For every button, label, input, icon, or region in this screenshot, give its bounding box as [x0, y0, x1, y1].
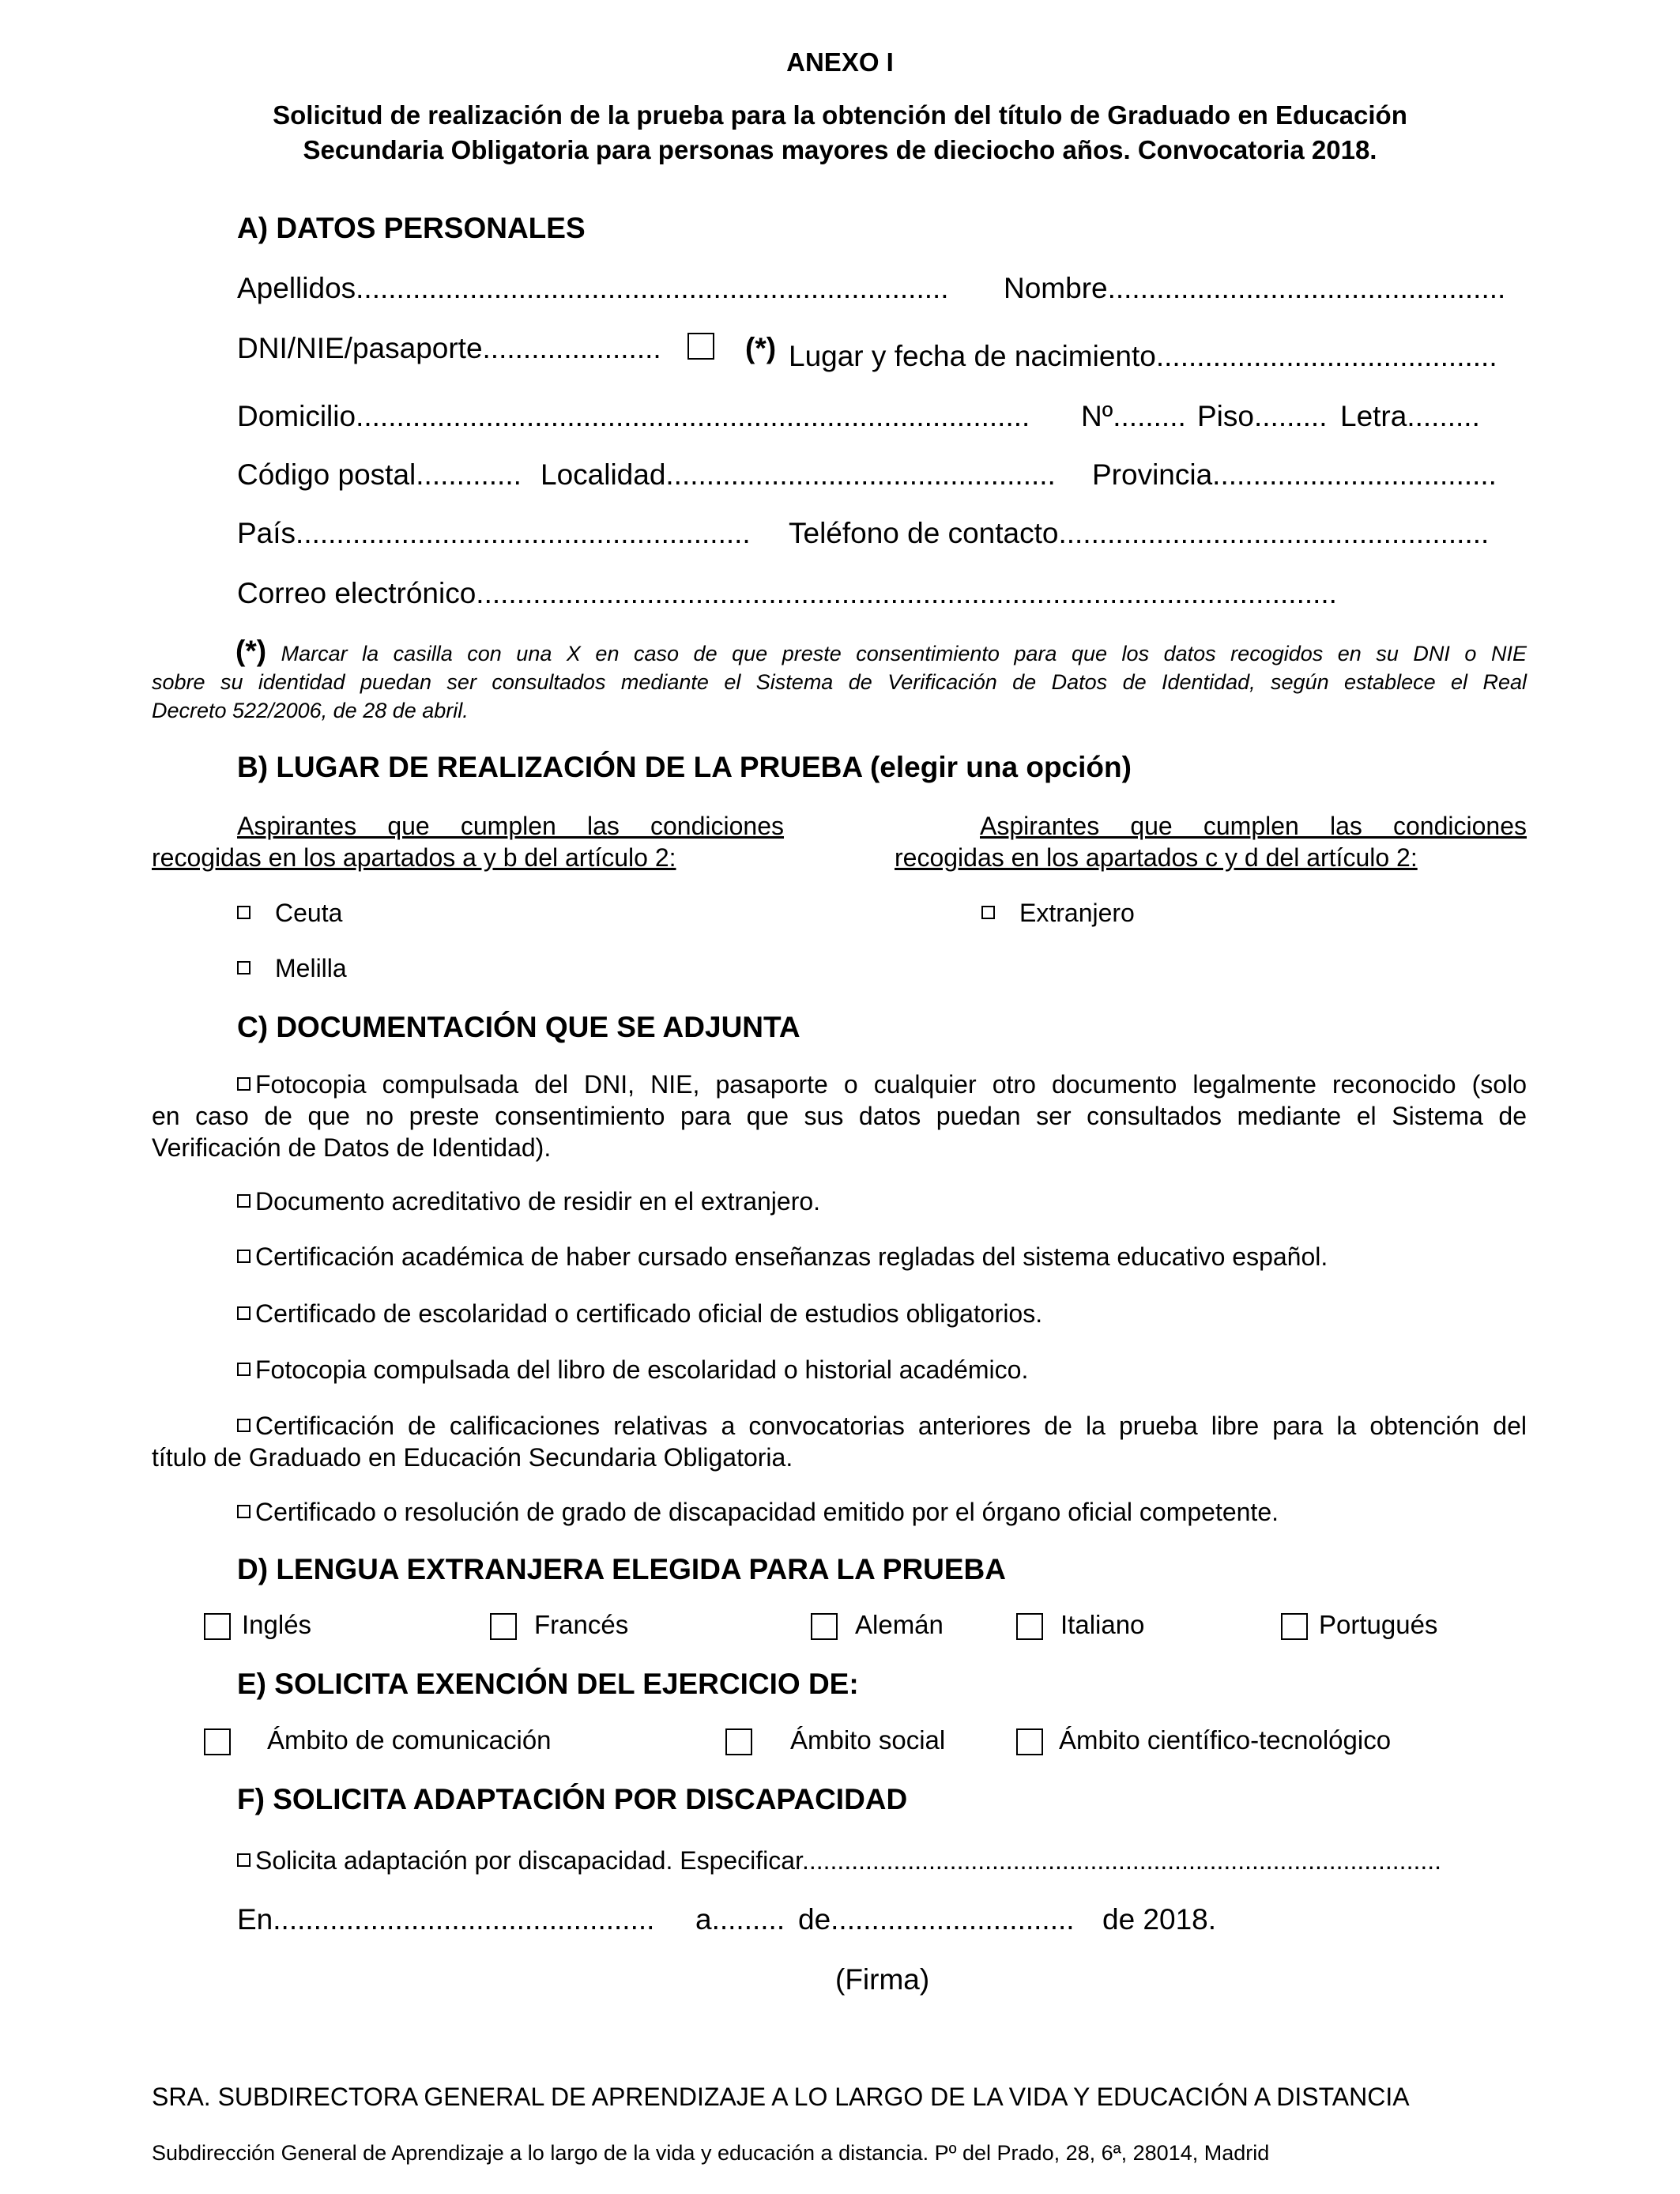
dni-field[interactable]: DNI/NIE/pasaporte......................: [237, 332, 661, 364]
footer-addressee: SRA. SUBDIRECTORA GENERAL DE APRENDIZAJE A LO LARGO DE LA VIDA Y EDUCACIÓN A DISTANCIA: [152, 2083, 1410, 2111]
extranjero-checkbox[interactable]: [981, 906, 995, 919]
section-e-heading: E) SOLICITA EXENCIÓN DEL EJERCICIO DE:: [237, 1668, 859, 1700]
language-portugues[interactable]: [1281, 1610, 1437, 1640]
portugues-checkbox[interactable]: [1281, 1613, 1308, 1640]
day-field[interactable]: a.........: [695, 1903, 785, 1936]
doc-5-checkbox[interactable]: [237, 1363, 250, 1376]
ceuta-checkbox[interactable]: [237, 906, 250, 919]
doc-option-1: [152, 1069, 1527, 1163]
melilla-label: Melilla: [275, 954, 347, 982]
letra-field[interactable]: Letra.........: [1340, 400, 1480, 432]
section-d-heading: D) LENGUA EXTRANJERA ELEGIDA PARA LA PRUEBA: [237, 1553, 1007, 1585]
doc-option-5: [237, 1354, 1028, 1385]
nombre-field[interactable]: Nombre.................................................: [1004, 272, 1506, 304]
doc-option-3: [237, 1241, 1328, 1272]
comunicacion-label: Ámbito de comunicación: [267, 1725, 552, 1755]
doc-4-checkbox[interactable]: [237, 1306, 250, 1320]
codigo-postal-field[interactable]: Código postal.............: [237, 458, 522, 491]
social-checkbox[interactable]: [725, 1728, 752, 1755]
doc-option-7: [237, 1496, 1279, 1528]
provincia-field[interactable]: Provincia...................................: [1092, 458, 1497, 491]
comunicacion-checkbox[interactable]: [204, 1728, 231, 1755]
lugar-fecha-nacimiento-field[interactable]: Lugar y fecha de nacimiento..........................................: [789, 340, 1497, 372]
note-asterisk: (*): [235, 635, 267, 667]
apellidos-field[interactable]: Apellidos.........................................................................: [237, 272, 949, 304]
doc-1-line-2: en caso de que no preste consentimiento para que sus datos puedan ser consultados mediante el Sistema de: [152, 1102, 1527, 1130]
section-f-heading: F) SOLICITA ADAPTACIÓN POR DISCAPACIDAD: [237, 1783, 908, 1815]
note-line-3: Decreto 522/2006, de 28 de abril.: [152, 699, 469, 722]
ingles-label: Inglés: [242, 1610, 312, 1639]
piso-field[interactable]: Piso.........: [1197, 400, 1328, 432]
social-label: Ámbito social: [790, 1725, 946, 1755]
doc-6-line-2: título de Graduado en Educación Secundaria Obligatoria.: [152, 1443, 793, 1472]
doc-option-2: [237, 1186, 820, 1217]
section-b-heading: B) LUGAR DE REALIZACIÓN DE LA PRUEBA (elegir una opción): [237, 751, 1132, 783]
aleman-label: Alemán: [855, 1610, 944, 1639]
note-line-1: Marcar la casilla con una X en caso de que preste consentimiento para que los datos recogidos en su DNI o NIE: [281, 642, 1527, 665]
extranjero-label: Extranjero: [1019, 899, 1135, 927]
section-c-heading: C) DOCUMENTACIÓN QUE SE ADJUNTA: [237, 1011, 800, 1043]
doc-1-line-1: Fotocopia compulsada del DNI, NIE, pasaporte o cualquier otro documento legalmente reconocido (solo: [255, 1070, 1527, 1099]
language-ingles[interactable]: [204, 1610, 311, 1640]
option-extranjero[interactable]: [981, 899, 1135, 928]
ingles-checkbox[interactable]: [204, 1613, 231, 1640]
footer-address: Subdirección General de Aprendizaje a lo largo de la vida y educación a distancia. Pº del Prado, 28, 6ª, 28014, Madrid: [152, 2141, 1270, 2165]
ceuta-label: Ceuta: [275, 899, 343, 927]
doc-7-checkbox[interactable]: [237, 1505, 250, 1518]
right-criteria-line-1: Aspirantes que cumplen las condiciones: [980, 812, 1527, 840]
section-b-left-criteria: [152, 810, 784, 873]
doc-option-4: [237, 1298, 1042, 1329]
left-criteria-line-1: Aspirantes que cumplen las condiciones: [237, 812, 784, 840]
doc-6-checkbox[interactable]: [237, 1419, 250, 1432]
language-italiano[interactable]: [1016, 1610, 1144, 1640]
signature-label: (Firma): [835, 1963, 930, 1996]
doc-3-text: Certificación académica de haber cursado enseñanzas regladas del sistema educativo español.: [255, 1242, 1328, 1271]
language-frances[interactable]: [490, 1610, 628, 1640]
annex-title: ANEXO I: [786, 47, 894, 77]
right-criteria-line-2: recogidas en los apartados c y d del artículo 2:: [895, 843, 1418, 872]
telefono-field[interactable]: Teléfono de contacto.....................................................: [789, 517, 1490, 549]
doc-2-checkbox[interactable]: [237, 1194, 250, 1208]
option-ceuta[interactable]: [237, 899, 342, 928]
form-title-line-2: Secundaria Obligatoria para personas mayores de dieciocho años. Convocatoria 2018.: [303, 135, 1377, 164]
domicilio-field[interactable]: Domicilio...................................................................................: [237, 400, 1030, 432]
frances-checkbox[interactable]: [490, 1613, 517, 1640]
doc-5-text: Fotocopia compulsada del libro de escolaridad o historial académico.: [255, 1355, 1029, 1384]
correo-field[interactable]: Correo electrónico..........................................................................................................: [237, 577, 1337, 609]
doc-3-checkbox[interactable]: [237, 1250, 250, 1263]
month-field[interactable]: de..............................: [798, 1903, 1075, 1936]
aleman-checkbox[interactable]: [811, 1613, 838, 1640]
numero-field[interactable]: Nº.........: [1081, 400, 1186, 432]
section-a-heading: A) DATOS PERSONALES: [237, 212, 586, 244]
consent-note: [152, 637, 1527, 725]
adaptation-checkbox[interactable]: [237, 1853, 250, 1867]
adaptation-text[interactable]: Solicita adaptación por discapacidad. Especificar...........................................................................................: [255, 1846, 1442, 1875]
form-title-line-1: Solicitud de realización de la prueba para la obtención del título de Graduado en Educación: [273, 100, 1407, 130]
exemption-comunicacion[interactable]: [204, 1725, 552, 1755]
section-b-right-criteria: [895, 810, 1527, 873]
melilla-checkbox[interactable]: [237, 961, 250, 974]
consent-asterisk: (*): [745, 332, 777, 364]
left-criteria-line-2: recogidas en los apartados a y b del artículo 2:: [152, 843, 676, 872]
doc-1-line-3: Verificación de Datos de Identidad).: [152, 1133, 552, 1162]
pais-field[interactable]: País........................................................: [237, 517, 751, 549]
dni-consent-checkbox[interactable]: [687, 333, 714, 360]
place-field[interactable]: En...............................................: [237, 1903, 655, 1936]
year-text: de 2018.: [1102, 1903, 1217, 1936]
doc-option-6: [152, 1410, 1527, 1473]
exemption-social[interactable]: [725, 1725, 945, 1755]
italiano-checkbox[interactable]: [1016, 1613, 1043, 1640]
adaptation-option: [237, 1845, 1441, 1876]
doc-7-text: Certificado o resolución de grado de discapacidad emitido por el órgano oficial competente.: [255, 1498, 1279, 1526]
cientifico-label: Ámbito científico-tecnológico: [1059, 1725, 1392, 1755]
language-aleman[interactable]: [811, 1610, 944, 1640]
frances-label: Francés: [534, 1610, 629, 1639]
note-line-2: sobre su identidad puedan ser consultados mediante el Sistema de Verificación de Datos de Identidad, según establece el Real: [152, 670, 1527, 694]
doc-6-line-1: Certificación de calificaciones relativas a convocatorias anteriores de la prueba libre para la obtención del: [255, 1412, 1527, 1440]
doc-2-text: Documento acreditativo de residir en el extranjero.: [255, 1187, 821, 1216]
localidad-field[interactable]: Localidad................................................: [541, 458, 1056, 491]
italiano-label: Italiano: [1060, 1610, 1145, 1639]
doc-4-text: Certificado de escolaridad o certificado oficial de estudios obligatorios.: [255, 1299, 1043, 1328]
option-melilla[interactable]: [237, 954, 347, 983]
portugues-label: Portugués: [1319, 1610, 1438, 1639]
exemption-cientifico[interactable]: [1016, 1725, 1391, 1755]
doc-1-checkbox[interactable]: [237, 1077, 250, 1091]
cientifico-checkbox[interactable]: [1016, 1728, 1043, 1755]
